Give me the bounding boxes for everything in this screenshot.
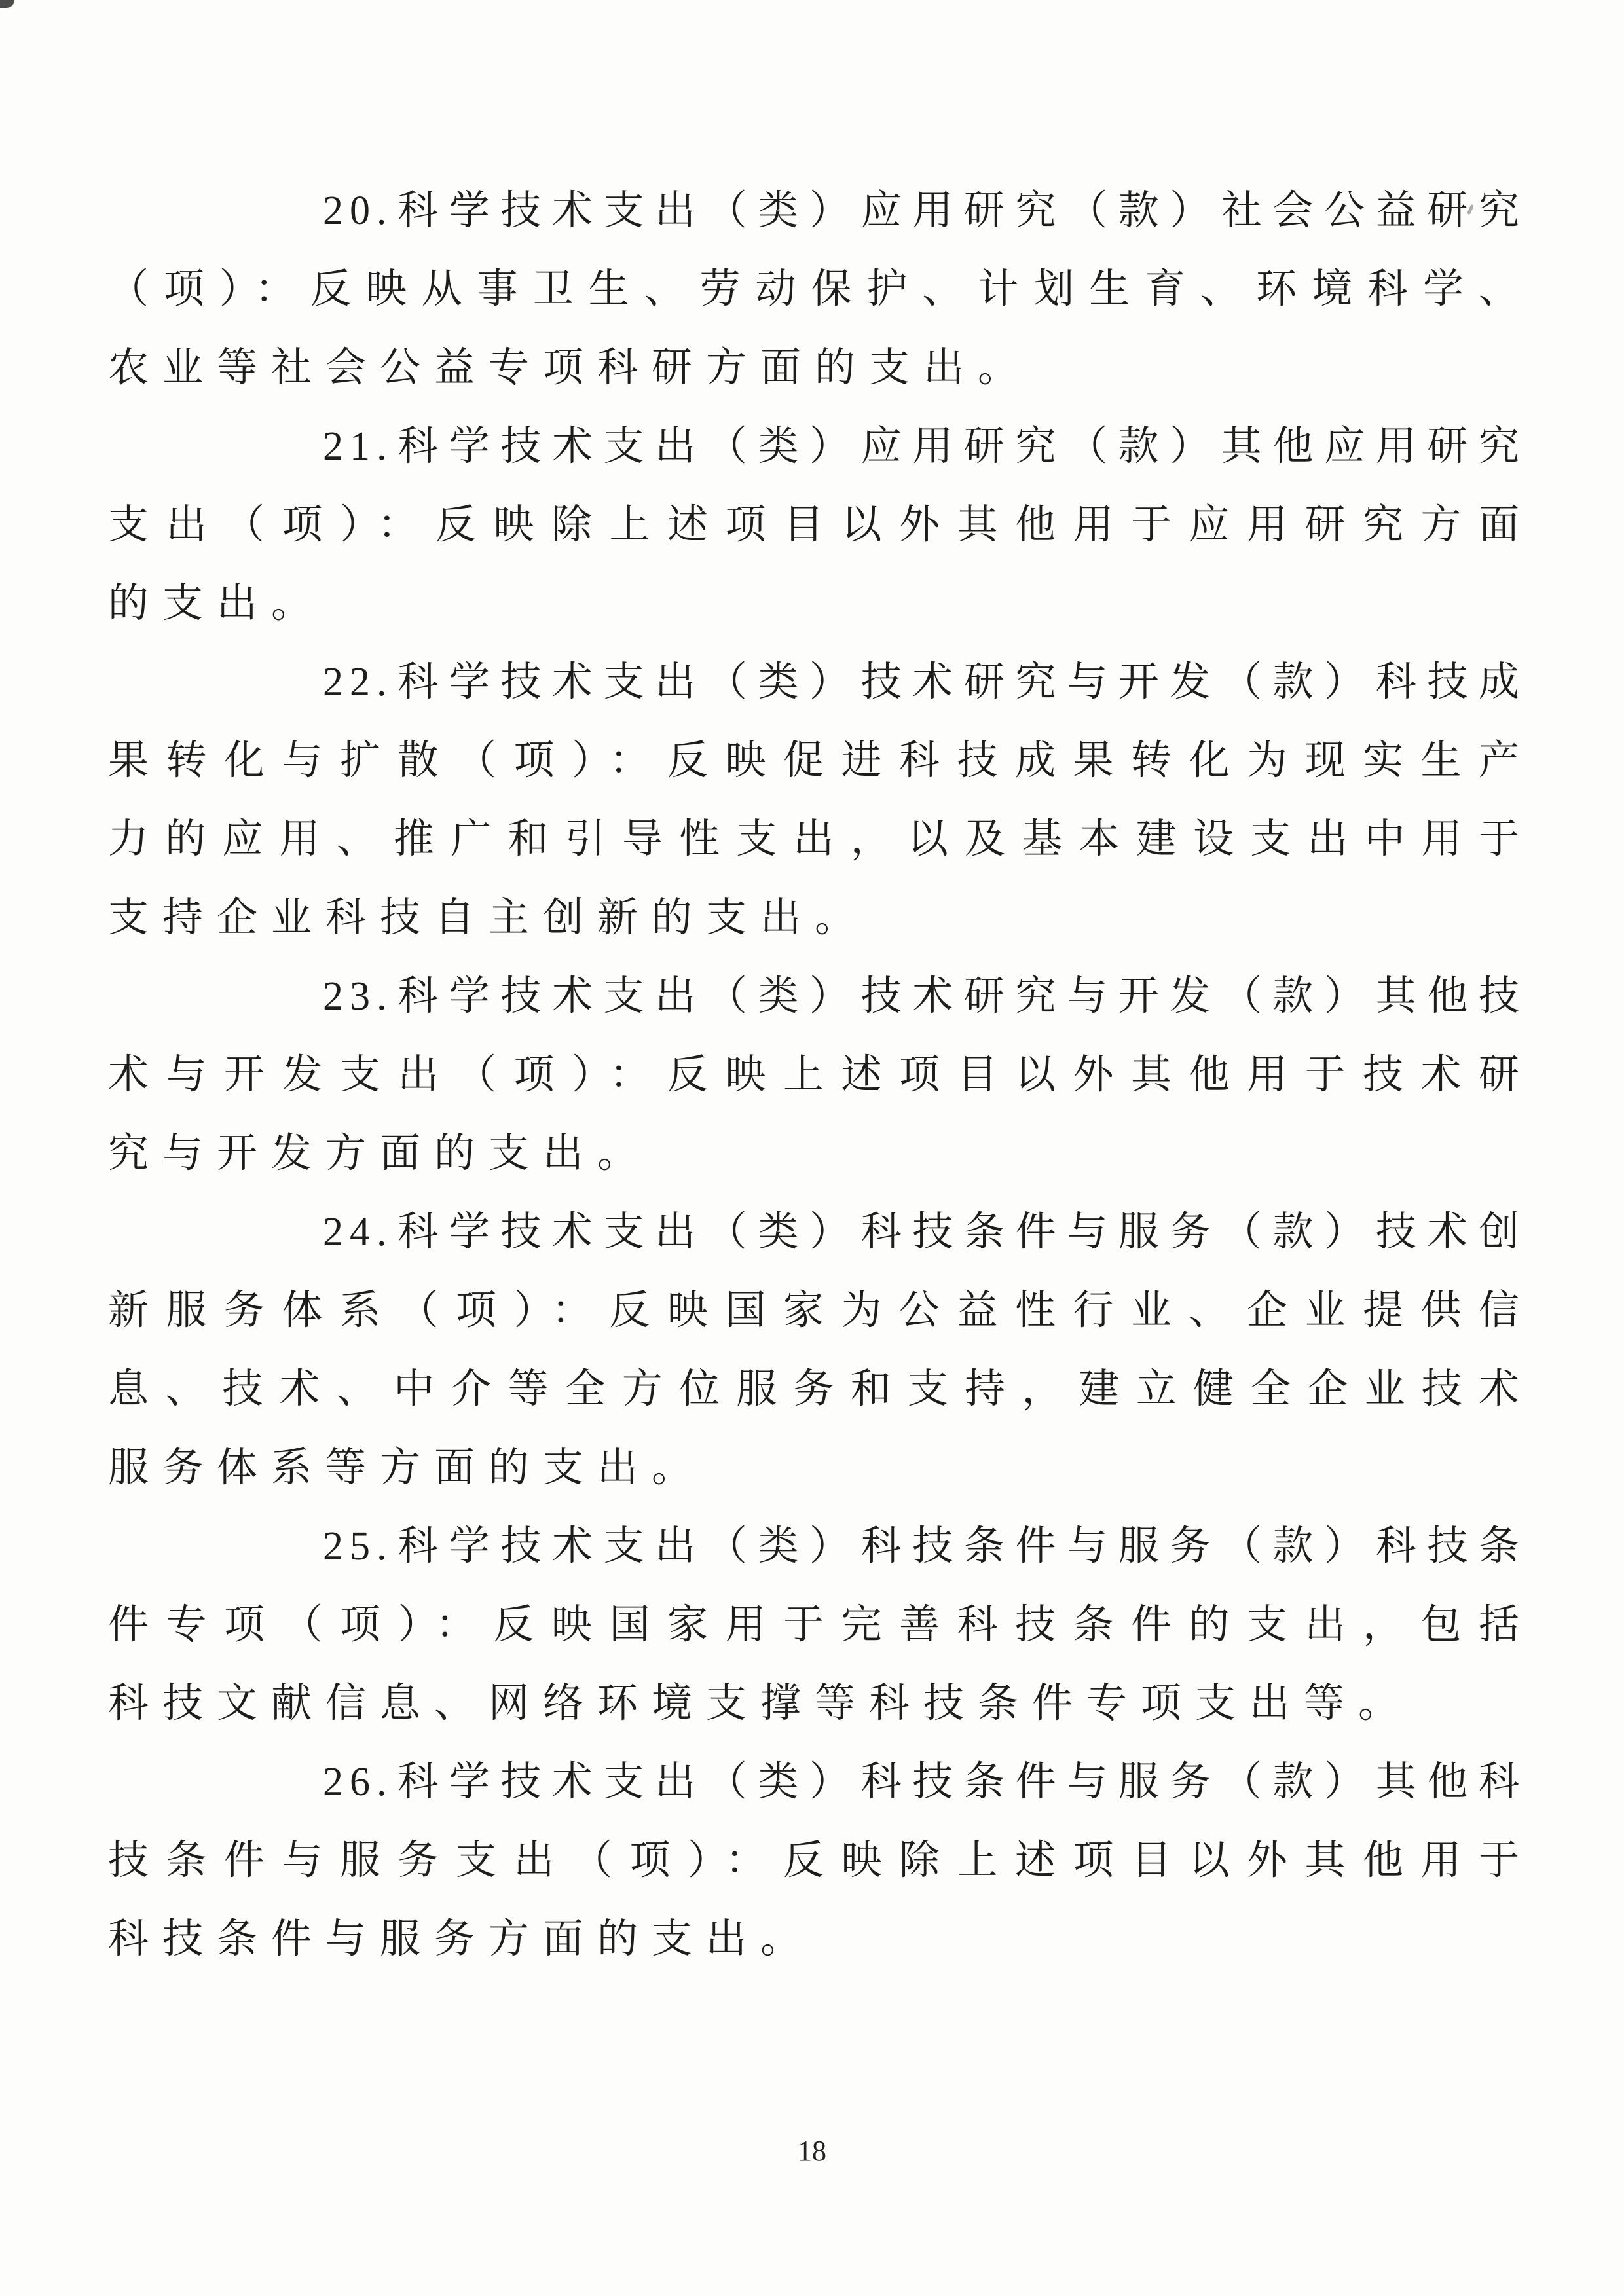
paragraph-item-20 bbox=[108, 172, 1526, 407]
paragraph-item-26 bbox=[108, 1743, 1526, 1978]
text-line: 果转化与扩散（项）：反映促进科技成果转化为现实生产 bbox=[108, 738, 1526, 783]
text-line: 件专项（项）：反映国家用于完善科技条件的支出，包括 bbox=[108, 1603, 1526, 1647]
paragraph-item-21 bbox=[108, 407, 1526, 643]
text-line: 术与开发支出（项）：反映上述项目以外其他用于技术研 bbox=[108, 1053, 1526, 1097]
text-line: 支出（项）：反映除上述项目以外其他用于应用研究方面 bbox=[108, 503, 1526, 547]
text-line: 农业等社会公益专项科研方面的支出。 bbox=[108, 346, 1033, 390]
text-line: 支持企业科技自主创新的支出。 bbox=[108, 896, 870, 940]
text-line: 的支出。 bbox=[108, 581, 326, 626]
text-line: 新服务体系（项）：反映国家为公益性行业、企业提供信 bbox=[108, 1288, 1526, 1333]
text-line: 究与开发方面的支出。 bbox=[108, 1131, 652, 1176]
text-line: 技条件与服务支出（项）：反映除上述项目以外其他用于 bbox=[108, 1838, 1526, 1883]
text-line: 20.科学技术支出（类）应用研究（款）社会公益研究 bbox=[323, 189, 1526, 233]
text-line: 21.科学技术支出（类）应用研究（款）其他应用研究 bbox=[323, 424, 1526, 469]
paragraph-item-23 bbox=[108, 957, 1526, 1193]
text-line: 22.科学技术支出（类）技术研究与开发（款）科技成 bbox=[323, 660, 1526, 704]
paragraph-item-22 bbox=[108, 643, 1526, 957]
scan-artifact-corner bbox=[0, 0, 14, 8]
text-line: 息、技术、中介等全方位服务和支持，建立健全企业技术 bbox=[108, 1367, 1526, 1412]
text-line: 23.科学技术支出（类）技术研究与开发（款）其他技 bbox=[323, 974, 1526, 1019]
page-number: 18 bbox=[798, 2135, 826, 2167]
text-line: 科技文献信息、网络环境支撑等科技条件专项支出等。 bbox=[108, 1681, 1413, 1726]
text-line: （项）：反映从事卫生、劳动保护、计划生育、环境科学、 bbox=[108, 267, 1526, 312]
text-line: 26.科学技术支出（类）科技条件与服务（款）其他科 bbox=[323, 1760, 1526, 1804]
paragraph-item-24 bbox=[108, 1193, 1526, 1507]
text-line: 服务体系等方面的支出。 bbox=[108, 1446, 707, 1490]
text-line: 24.科学技术支出（类）科技条件与服务（款）技术创 bbox=[323, 1210, 1526, 1254]
document-body bbox=[108, 172, 1526, 1978]
text-line: 科技条件与服务方面的支出。 bbox=[108, 1917, 815, 1961]
text-line: 25.科学技术支出（类）科技条件与服务（款）科技条 bbox=[323, 1524, 1526, 1569]
text-line: 力的应用、推广和引导性支出，以及基本建设支出中用于 bbox=[108, 817, 1526, 862]
paragraph-item-25 bbox=[108, 1507, 1526, 1743]
